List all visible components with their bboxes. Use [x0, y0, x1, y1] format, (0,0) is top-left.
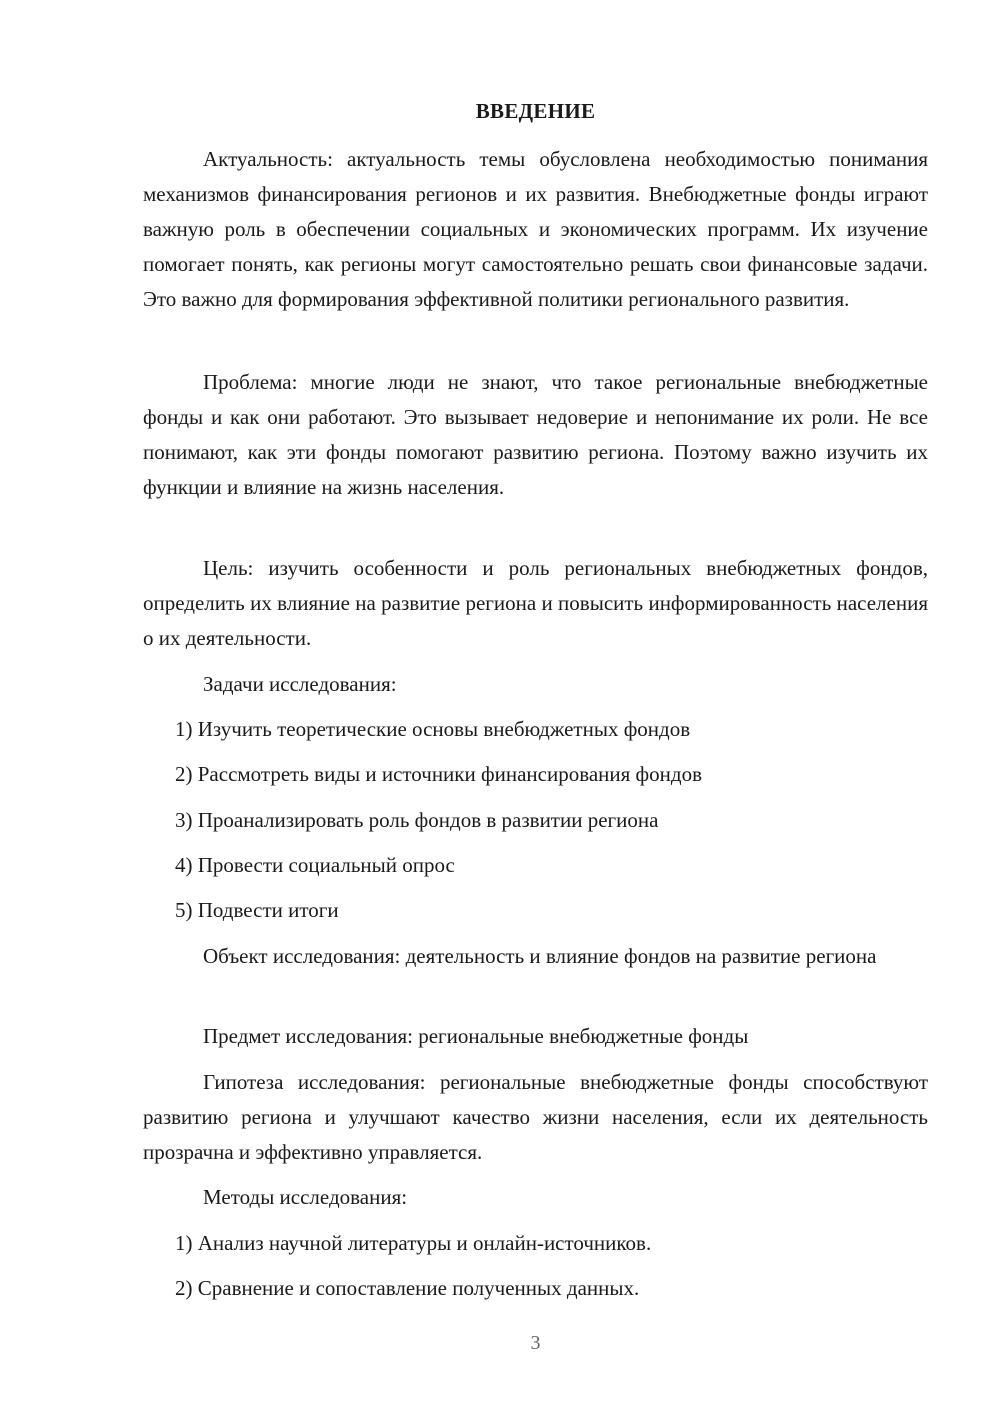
method-item: 2) Сравнение и сопоставление полученных данных. — [175, 1276, 640, 1300]
paragraph-goal: Цель: изучить особенности и роль региональных внебюджетных фондов, определить их влияние на развитие региона и повысить информированность населения о их деятельности. — [143, 556, 928, 650]
document-page — [143, 0, 928, 1414]
methods-heading: Методы исследования: — [203, 1185, 408, 1209]
paragraph-problem: Проблема: многие люди не знают, что такое региональные внебюджетные фонды и как они работают. Это вызывает недоверие и непонимание их роли. Не все понимают, как эти фонды помогают развитию региона. Поэтому важно изучить их функции и влияние на жизнь населения. — [143, 370, 928, 499]
paragraph-object: Объект исследования: деятельность и влияние фондов на развитие региона — [203, 944, 877, 968]
paragraph-relevance: Актуальность: актуальность темы обусловлена необходимостью понимания механизмов финансирования регионов и их развития. Внебюджетные фонды играют важную роль в обеспечении социальных и экономических программ. Их изучение помогает понять, как регионы могут самостоятельно решать свои финансовые задачи. Это важно для формирования эффективной политики регионального развития. — [143, 147, 928, 311]
task-item: 4) Провести социальный опрос — [175, 853, 455, 877]
paragraph-hypothesis: Гипотеза исследования: региональные внебюджетные фонды способствуют развитию региона и улучшают качество жизни населения, если их деятельность прозрачна и эффективно управляется. — [143, 1070, 928, 1164]
task-item: 1) Изучить теоретические основы внебюджетных фондов — [175, 717, 691, 741]
tasks-heading: Задачи исследования: — [203, 672, 397, 696]
task-item: 2) Рассмотреть виды и источники финансирования фондов — [175, 762, 702, 786]
task-item: 3) Проанализировать роль фондов в развитии региона — [175, 808, 659, 832]
page-number: 3 — [530, 1332, 541, 1354]
section-title: ВВЕДЕНИЕ — [475, 99, 596, 123]
paragraph-subject: Предмет исследования: региональные внебюджетные фонды — [203, 1024, 749, 1048]
task-item: 5) Подвести итоги — [175, 898, 339, 922]
method-item: 1) Анализ научной литературы и онлайн-источников. — [175, 1231, 652, 1255]
